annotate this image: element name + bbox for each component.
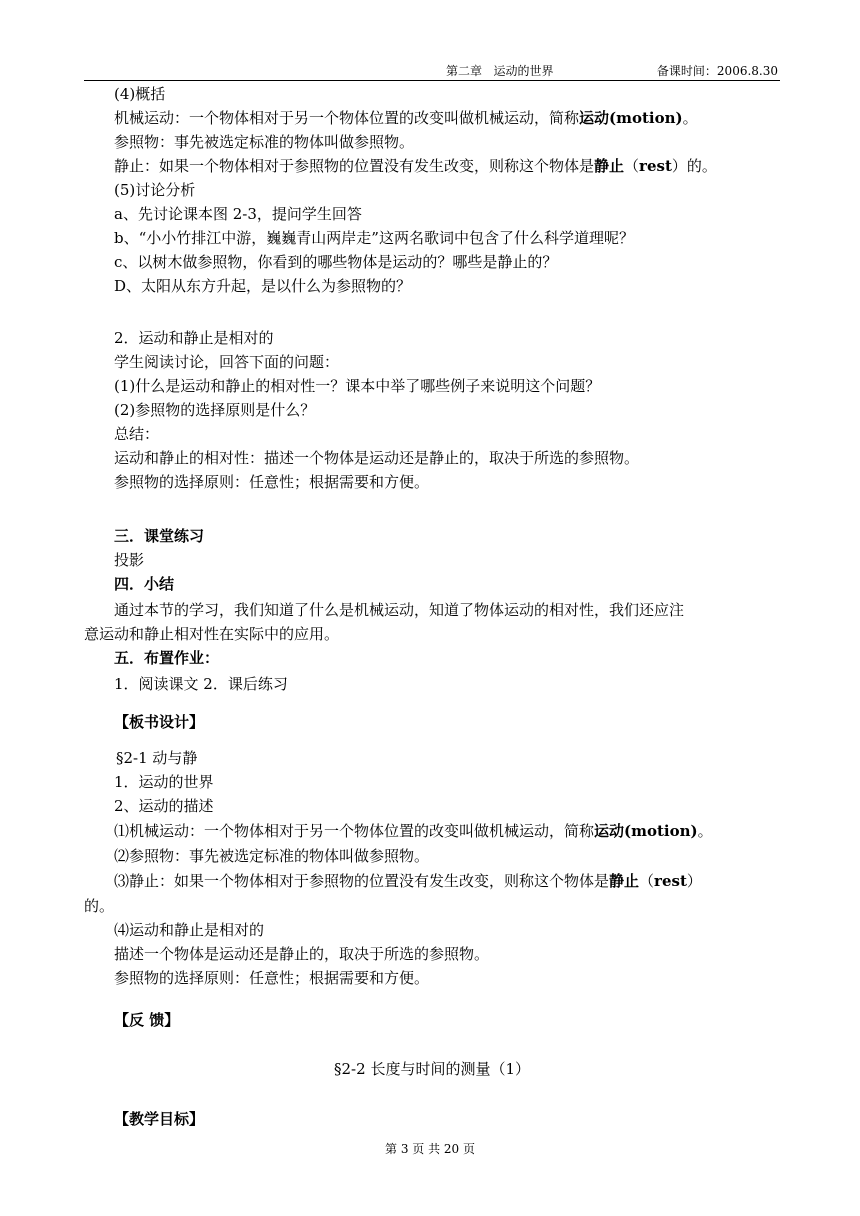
definition-motion [114,106,698,130]
paragraph: 意运动和静止相对性在实际中的应用。 [84,625,340,643]
paragraph: 投影 [114,551,145,569]
text-span: 。 [697,822,713,840]
text-span: 静止：如果一个物体相对于参照物的位置没有发生改变，则称这个物体是 [114,157,595,175]
section-heading-board-design: 【板书设计】 [114,713,205,731]
section-heading-summary: 四．小结 [114,575,175,593]
paragraph: 运动和静止的相对性：描述一个物体是运动还是静止的，取决于所选的参照物。 [114,449,640,467]
board-title: §2-1 动与静 [116,749,198,767]
bold-term: 静止 [609,872,640,890]
text-span: ） [686,872,702,890]
page-header [84,60,780,81]
lesson-title: §2-2 长度与时间的测量（1） [334,1060,530,1078]
bold-term: 运动(motion) [579,109,683,127]
question-1: (1)什么是运动和静止的相对性一？课本中举了哪些例子来说明这个问题？ [114,377,601,395]
definition-rest [114,154,717,178]
paragraph: 的。 [84,897,115,915]
board-definition-motion [114,819,713,843]
paragraph: 描述一个物体是运动还是静止的，取决于所选的参照物。 [114,945,490,963]
text-span: ⑴机械运动：一个物体相对于另一个物体位置的改变叫做机械运动，简称 [114,822,595,840]
section-heading-feedback: 【反 馈】 [114,1011,180,1029]
text-span: （ [639,872,655,890]
discussion-item-a: a、先讨论课本图 2-3，提问学生回答 [114,205,362,223]
bold-term: 运动(motion) [594,822,698,840]
board-item: ⑷运动和静止是相对的 [114,921,265,939]
question-2: (2)参照物的选择原则是什么？ [114,401,316,419]
paragraph: 参照物的选择原则：任意性；根据需要和方便。 [114,473,430,491]
board-definition-reference: ⑵参照物：事先被选定标准的物体叫做参照物。 [114,847,430,865]
paragraph: 学生阅读讨论，回答下面的问题： [114,353,340,371]
subheading-summary: (4)概括 [114,85,166,103]
header-date: 备课时间：2006.8.30 [656,64,778,78]
bold-term: rest [654,872,687,890]
text-span: （ [624,157,640,175]
text-span: 。 [682,109,698,127]
homework-items: 1．阅读课文 2．课后练习 [114,675,288,693]
discussion-item-d: D、太阳从东方升起，是以什么为参照物的？ [114,277,412,295]
paragraph: 参照物的选择原则：任意性；根据需要和方便。 [114,969,430,987]
section-heading-objectives: 【教学目标】 [114,1110,205,1128]
summary-label: 总结： [114,425,160,443]
subheading-discussion: (5)讨论分析 [114,181,196,199]
board-definition-rest [114,869,702,893]
board-item: 2、运动的描述 [114,797,214,815]
text-span: ⑶静止：如果一个物体相对于参照物的位置没有发生改变，则称这个物体是 [114,872,610,890]
board-item: 1．运动的世界 [114,773,214,791]
discussion-item-c: c、以树木做参照物，你看到的哪些物体是运动的？哪些是静止的？ [114,253,558,271]
text-span: ）的。 [671,157,717,175]
paragraph: 通过本节的学习，我们知道了什么是机械运动，知道了物体运动的相对性，我们还应注 [114,601,685,619]
bold-term: rest [639,157,672,175]
header-chapter: 第二章 运动的世界 [446,64,554,78]
page-footer: 第 3 页 共 20 页 [385,1142,475,1156]
text-span: 机械运动：一个物体相对于另一个物体位置的改变叫做机械运动，简称 [114,109,580,127]
bold-term: 静止 [594,157,625,175]
section-heading-homework: 五．布置作业： [114,649,220,667]
definition-reference: 参照物：事先被选定标准的物体叫做参照物。 [114,133,415,151]
discussion-item-b: b、“小小竹排江中游，巍巍青山两岸走”这两名歌词中包含了什么科学道理呢？ [114,229,634,247]
section-relative: 2．运动和静止是相对的 [114,329,274,347]
section-heading-exercise: 三．课堂练习 [114,527,205,545]
